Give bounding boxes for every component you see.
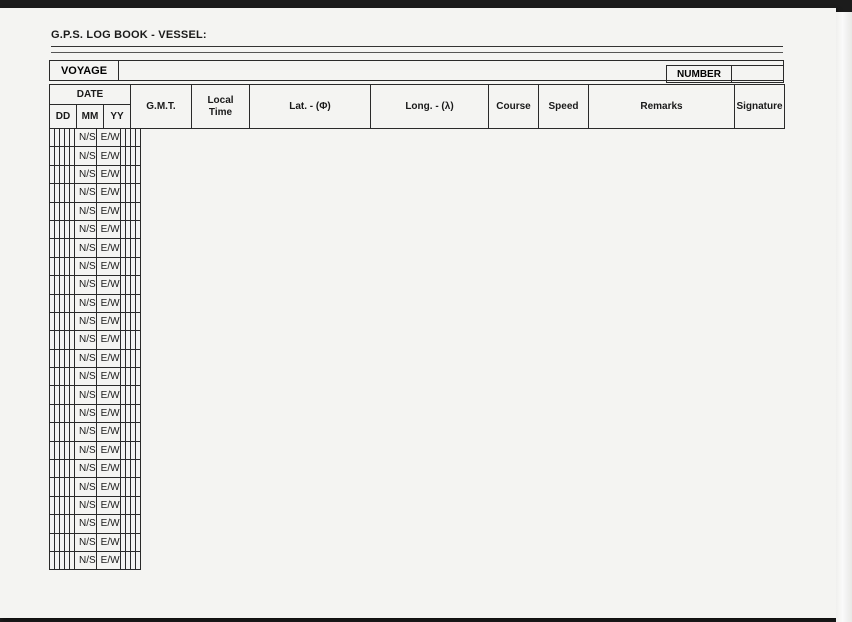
long-cell[interactable]: E/W: [96, 312, 120, 330]
lat-cell[interactable]: N/S: [75, 368, 97, 386]
local-time-line1: Local: [207, 94, 234, 106]
table-row: [50, 257, 141, 275]
table-row: [50, 551, 141, 569]
signature-cell[interactable]: [135, 129, 140, 147]
signature-cell[interactable]: [135, 331, 140, 349]
lat-cell[interactable]: N/S: [75, 184, 97, 202]
lat-cell[interactable]: N/S: [75, 460, 97, 478]
long-cell[interactable]: E/W: [96, 239, 120, 257]
table-row: [50, 147, 141, 165]
signature-cell[interactable]: [135, 147, 140, 165]
signature-cell[interactable]: [135, 312, 140, 330]
mm-header: MM: [76, 104, 104, 129]
long-cell[interactable]: E/W: [96, 460, 120, 478]
signature-cell[interactable]: [135, 551, 140, 569]
dd-header: DD: [49, 104, 77, 129]
lat-cell[interactable]: N/S: [75, 441, 97, 459]
lat-cell[interactable]: N/S: [75, 404, 97, 422]
lat-cell[interactable]: N/S: [75, 312, 97, 330]
long-cell[interactable]: E/W: [96, 202, 120, 220]
long-cell[interactable]: E/W: [96, 423, 120, 441]
date-header: DATE: [49, 84, 131, 105]
signature-cell[interactable]: [135, 515, 140, 533]
logbook-page: [0, 8, 836, 618]
signature-cell[interactable]: [135, 202, 140, 220]
long-cell[interactable]: E/W: [96, 404, 120, 422]
signature-cell[interactable]: [135, 533, 140, 551]
signature-header: Signature: [734, 84, 785, 129]
table-row: [50, 239, 141, 257]
table-row: [50, 515, 141, 533]
table-row: [50, 294, 141, 312]
table-row: [50, 184, 141, 202]
signature-cell[interactable]: [135, 386, 140, 404]
voyage-label: VOYAGE: [50, 61, 119, 80]
column-headers: [49, 84, 784, 128]
course-header: Course: [488, 84, 539, 129]
long-cell[interactable]: E/W: [96, 515, 120, 533]
lat-cell[interactable]: N/S: [75, 496, 97, 514]
table-row: [50, 404, 141, 422]
lat-cell[interactable]: N/S: [75, 202, 97, 220]
signature-cell[interactable]: [135, 478, 140, 496]
long-cell[interactable]: E/W: [96, 368, 120, 386]
signature-cell[interactable]: [135, 220, 140, 238]
lat-cell[interactable]: N/S: [75, 294, 97, 312]
lat-cell[interactable]: N/S: [75, 349, 97, 367]
table-row: [50, 202, 141, 220]
local-time-line2: Time: [208, 106, 233, 118]
signature-cell[interactable]: [135, 368, 140, 386]
vessel-name-line[interactable]: [51, 46, 783, 47]
page-edge: [836, 12, 852, 622]
signature-cell[interactable]: [135, 184, 140, 202]
signature-cell[interactable]: [135, 496, 140, 514]
long-cell[interactable]: E/W: [96, 165, 120, 183]
signature-cell[interactable]: [135, 423, 140, 441]
lat-cell[interactable]: N/S: [75, 165, 97, 183]
table-row: [50, 331, 141, 349]
speed-header: Speed: [538, 84, 589, 129]
signature-cell[interactable]: [135, 404, 140, 422]
long-cell[interactable]: E/W: [96, 276, 120, 294]
table-row: [50, 129, 141, 147]
table-row: [50, 276, 141, 294]
lat-cell[interactable]: N/S: [75, 551, 97, 569]
signature-cell[interactable]: [135, 460, 140, 478]
lat-cell[interactable]: N/S: [75, 276, 97, 294]
lat-cell[interactable]: N/S: [75, 515, 97, 533]
table-row: [50, 386, 141, 404]
voyage-field[interactable]: [119, 61, 667, 80]
table-row: [50, 441, 141, 459]
long-cell[interactable]: E/W: [96, 331, 120, 349]
table-row: [50, 478, 141, 496]
lat-cell[interactable]: N/S: [75, 147, 97, 165]
lat-cell[interactable]: N/S: [75, 533, 97, 551]
long-cell[interactable]: E/W: [96, 533, 120, 551]
lat-cell[interactable]: N/S: [75, 331, 97, 349]
long-cell[interactable]: E/W: [96, 294, 120, 312]
table-row: [50, 165, 141, 183]
long-cell[interactable]: E/W: [96, 147, 120, 165]
lat-header: Lat. - (Φ): [249, 84, 371, 129]
long-cell[interactable]: E/W: [96, 386, 120, 404]
log-table: [49, 84, 141, 570]
long-cell[interactable]: E/W: [96, 184, 120, 202]
table-row: [50, 533, 141, 551]
signature-cell[interactable]: [135, 349, 140, 367]
long-cell[interactable]: E/W: [96, 441, 120, 459]
long-cell[interactable]: E/W: [96, 478, 120, 496]
long-cell[interactable]: E/W: [96, 257, 120, 275]
number-field[interactable]: [731, 65, 784, 83]
lat-cell[interactable]: N/S: [75, 239, 97, 257]
lat-cell[interactable]: N/S: [75, 478, 97, 496]
remarks-header: Remarks: [588, 84, 735, 129]
vessel-title: G.P.S. LOG BOOK - VESSEL:: [51, 29, 207, 41]
vessel-underline: [51, 52, 783, 53]
local-time-header: [191, 84, 250, 129]
signature-cell[interactable]: [135, 294, 140, 312]
long-cell[interactable]: E/W: [96, 129, 120, 147]
long-cell[interactable]: E/W: [96, 551, 120, 569]
lat-cell[interactable]: N/S: [75, 257, 97, 275]
yy-header: YY: [103, 104, 131, 129]
gmt-header: G.M.T.: [130, 84, 192, 129]
long-cell[interactable]: E/W: [96, 220, 120, 238]
table-row: [50, 460, 141, 478]
signature-cell[interactable]: [135, 257, 140, 275]
lat-cell[interactable]: N/S: [75, 220, 97, 238]
lat-cell[interactable]: N/S: [75, 423, 97, 441]
signature-cell[interactable]: [135, 165, 140, 183]
signature-cell[interactable]: [135, 239, 140, 257]
table-row: [50, 349, 141, 367]
lat-cell[interactable]: N/S: [75, 129, 97, 147]
signature-cell[interactable]: [135, 441, 140, 459]
long-cell[interactable]: E/W: [96, 349, 120, 367]
table-row: [50, 496, 141, 514]
number-label: NUMBER: [666, 65, 732, 83]
table-row: [50, 220, 141, 238]
table-row: [50, 423, 141, 441]
lat-cell[interactable]: N/S: [75, 386, 97, 404]
long-cell[interactable]: E/W: [96, 496, 120, 514]
table-row: [50, 312, 141, 330]
long-header: Long. - (λ): [370, 84, 489, 129]
table-row: [50, 368, 141, 386]
signature-cell[interactable]: [135, 276, 140, 294]
